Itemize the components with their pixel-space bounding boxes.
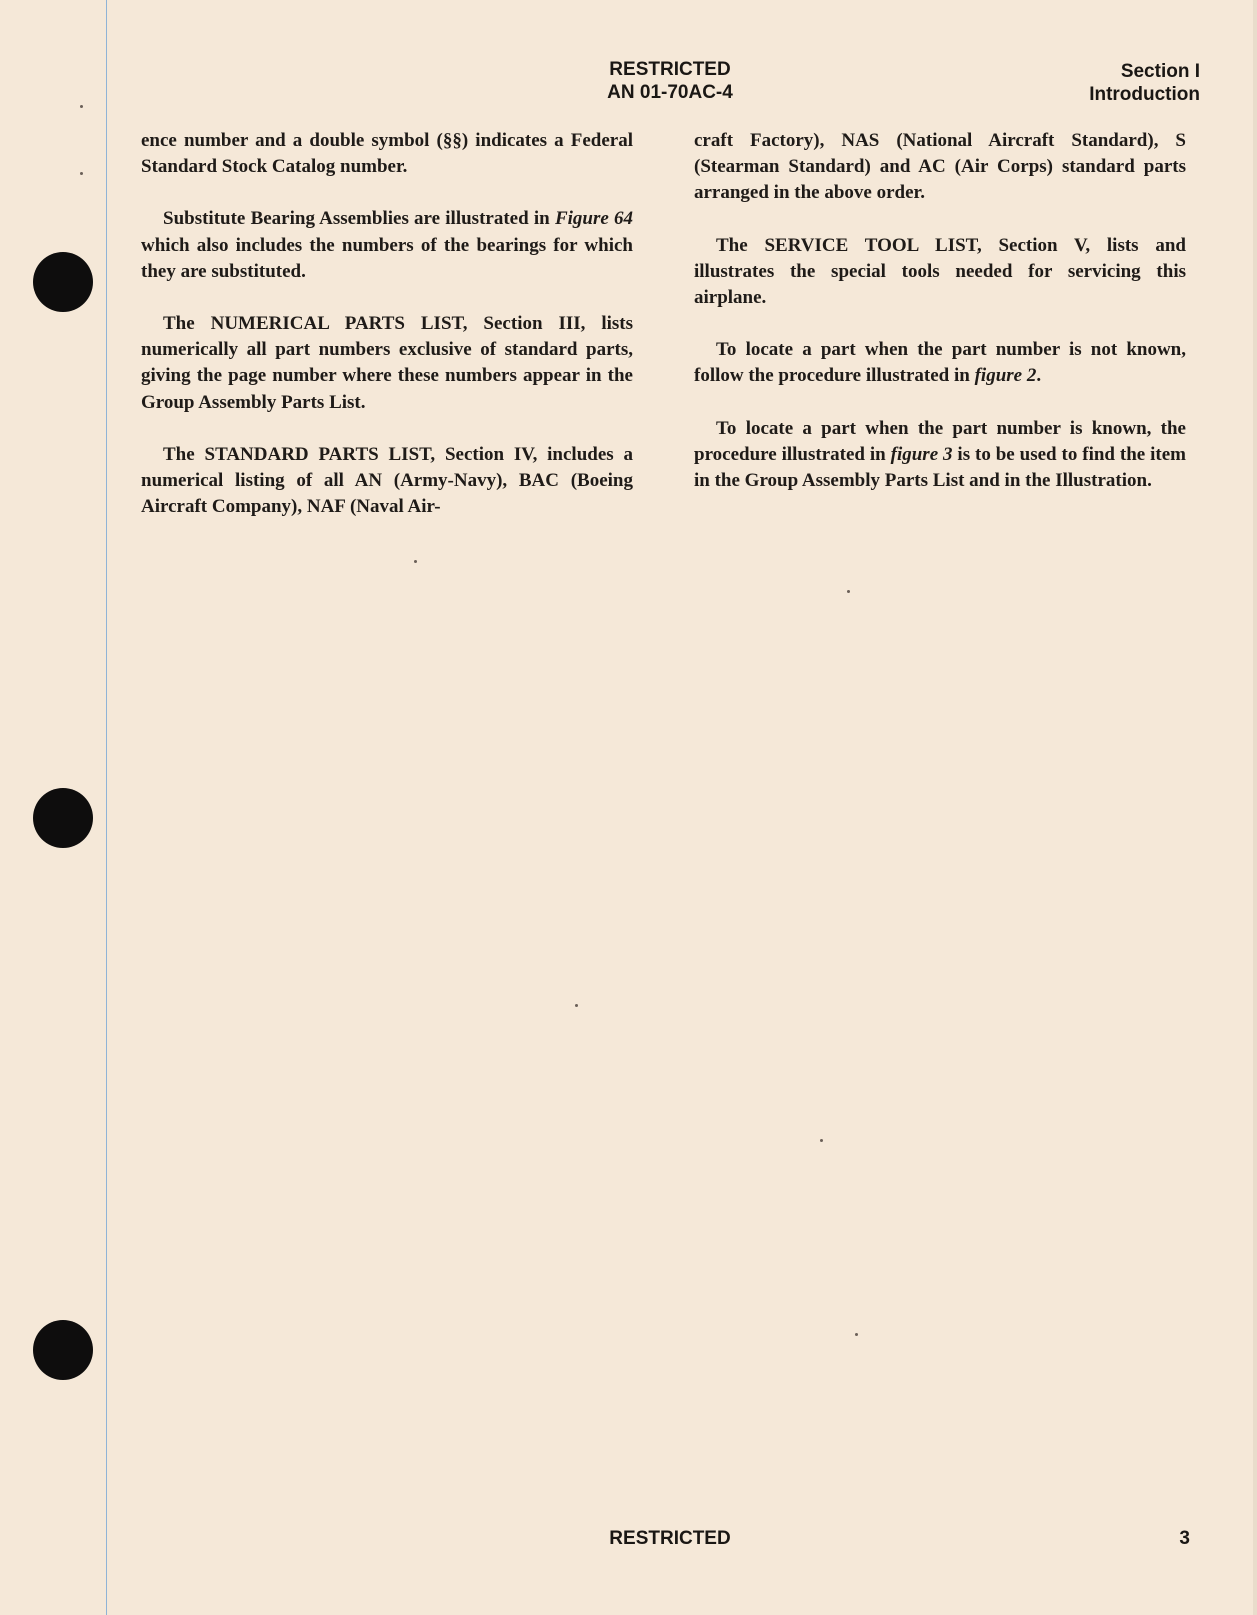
right-column [694, 128, 1186, 520]
paragraph [141, 206, 633, 285]
binder-hole-icon [33, 252, 93, 312]
binder-hole-icon [33, 788, 93, 848]
paper-speck [847, 590, 850, 593]
paragraph [694, 416, 1186, 495]
header-classification: RESTRICTED [609, 59, 731, 80]
paper-speck [855, 1333, 858, 1336]
paper-speck [820, 1139, 823, 1142]
paragraph-text: To locate a part when the part number is not known, follow the procedure illustrated in [694, 339, 1186, 387]
figure-reference: figure 2 [974, 365, 1037, 387]
paragraph: The STANDARD PARTS LIST, Section IV, includes a numerical listing of all AN (Army-Navy), BAC (Boeing Aircraft Company), NAF (Naval Air- [141, 443, 633, 518]
page-edge [1253, 0, 1257, 1615]
paper-speck [80, 172, 83, 175]
paragraph-text: Substitute Bearing Assemblies are illustrated in [163, 208, 555, 230]
margin-rule [106, 0, 107, 1615]
paragraph [694, 337, 1186, 389]
paragraph: The SERVICE TOOL LIST, Section V, lists and illustrates the special tools needed for servicing this airplane. [694, 234, 1186, 309]
header-right [1000, 60, 1200, 106]
header-section-title: Introduction [1089, 84, 1200, 105]
header-center [560, 58, 780, 104]
paragraph-text: is to be used to find the item in the Group Assembly Parts List and in the Illustration. [694, 443, 1186, 492]
paragraph-text: . [1036, 365, 1042, 387]
left-column [141, 128, 633, 546]
paragraph: The NUMERICAL PARTS LIST, Section III, lists numerically all part numbers exclusive of standard parts, giving the page number where these numbers appear in the Group Assembly Parts List. [141, 313, 633, 413]
page-number: 3 [1179, 1528, 1190, 1549]
header-doc-number: AN 01-70AC-4 [607, 82, 733, 103]
paragraph-text: To locate a part when the part number is known, the procedure illustrated in [694, 417, 1186, 465]
binder-hole-icon [33, 1320, 93, 1380]
paragraph-text: which also includes the numbers of the bearings for which they are substituted. [141, 234, 633, 282]
figure-reference: Figure 64 [554, 208, 633, 230]
paragraph: craft Factory), NAS (National Aircraft Standard), S (Stearman Standard) and AC (Air Corps) standard parts arranged in the above order. [694, 130, 1186, 204]
paper-speck [80, 105, 83, 108]
paragraph: ence number and a double symbol (§§) indicates a Federal Standard Stock Catalog number. [141, 130, 633, 178]
header-section: Section I [1120, 61, 1200, 82]
footer-classification: RESTRICTED [609, 1528, 731, 1549]
paper-speck [414, 560, 417, 563]
figure-reference: figure 3 [890, 443, 953, 465]
paper-speck [575, 1004, 578, 1007]
